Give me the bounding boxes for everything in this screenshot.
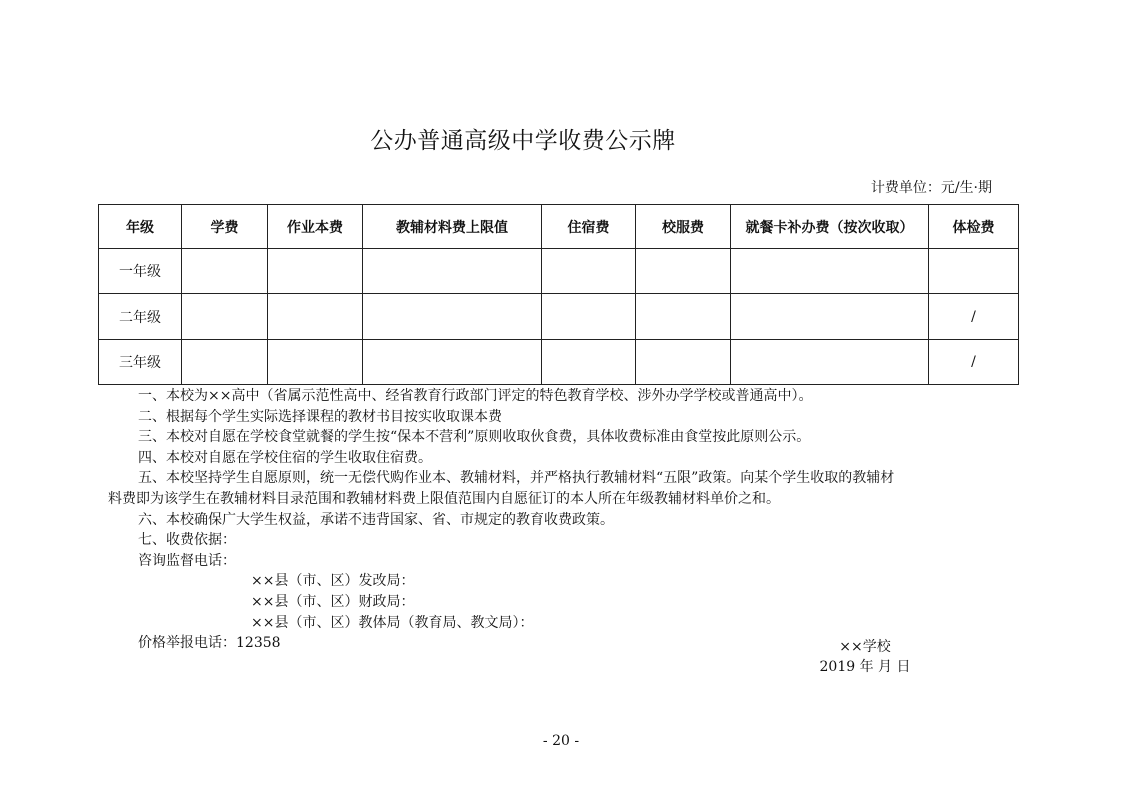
notes-section xyxy=(108,386,1028,654)
grade-cell: 三年级 xyxy=(99,339,182,384)
table-cell xyxy=(268,294,363,339)
note-item-5-line1: 五、本校坚持学生自愿原则，统一无偿代购作业本、教辅材料，并严格执行教辅材料“五限”政策。向某个学生收取的教辅材 xyxy=(138,470,895,487)
price-report-hotline: 价格举报电话：12358 xyxy=(138,635,281,652)
table-cell: / xyxy=(929,294,1019,339)
header-exercise-book-fee: 作业本费 xyxy=(268,205,363,249)
table-cell xyxy=(268,339,363,384)
consult-phone-label: 咨询监督电话： xyxy=(138,552,236,569)
table-cell xyxy=(636,339,731,384)
table-cell xyxy=(731,249,929,294)
page-title: 公办普通高级中学收费公示牌 xyxy=(370,128,676,154)
table-cell xyxy=(363,339,542,384)
table-cell xyxy=(731,339,929,384)
grade-cell: 一年级 xyxy=(99,249,182,294)
signature-date: 2019 年 月 日 xyxy=(819,659,911,675)
note-item-4: 四、本校对自愿在学校住宿的学生收取住宿费。 xyxy=(138,449,432,466)
grade-cell: 二年级 xyxy=(99,294,182,339)
note-item-6: 六、本校确保广大学生权益，承诺不违背国家、省、市规定的教育收费政策。 xyxy=(138,511,614,528)
table-row xyxy=(99,339,1019,384)
table-cell xyxy=(542,339,636,384)
table-cell xyxy=(636,294,731,339)
page-number: - 20 - xyxy=(542,733,580,749)
table-cell xyxy=(182,249,268,294)
consult-phone-finance-bureau: ××县（市、区）财政局： xyxy=(251,593,415,610)
header-accommodation-fee: 住宿费 xyxy=(542,205,636,249)
header-uniform-fee: 校服费 xyxy=(636,205,731,249)
note-item-2: 二、根据每个学生实际选择课程的教材书目按实收取课本费 xyxy=(138,408,502,425)
table-cell: / xyxy=(929,339,1019,384)
table-row xyxy=(99,249,1019,294)
header-tuition: 学费 xyxy=(182,205,268,249)
consult-phone-education-bureau: ××县（市、区）教体局（教育局、教文局）： xyxy=(251,614,534,631)
table-cell xyxy=(182,294,268,339)
note-item-5-line2: 料费即为该学生在教辅材料目录范围和教辅材料费上限值范围内自愿征订的本人所在年级教辅材料单价之和。 xyxy=(108,490,780,507)
table-cell xyxy=(929,249,1019,294)
table-header-row xyxy=(99,205,1019,249)
note-item-1: 一、本校为××高中（省属示范性高中、经省教育行政部门评定的特色教育学校、涉外办学学校或普通高中）。 xyxy=(138,388,813,404)
header-medical-exam-fee: 体检费 xyxy=(929,205,1019,249)
school-signature: ××学校 xyxy=(839,639,891,655)
fee-table xyxy=(98,204,1019,385)
header-supplementary-material-cap: 教辅材料费上限值 xyxy=(363,205,542,249)
table-row xyxy=(99,294,1019,339)
header-grade: 年级 xyxy=(99,205,182,249)
table-cell xyxy=(731,294,929,339)
table-cell xyxy=(268,249,363,294)
header-meal-card-reissue-fee: 就餐卡补办费（按次收取） xyxy=(731,205,929,249)
table-cell xyxy=(542,294,636,339)
table-cell xyxy=(363,294,542,339)
table-cell xyxy=(542,249,636,294)
table-cell xyxy=(636,249,731,294)
fee-unit-note: 计费单位：元/生·期 xyxy=(870,180,992,196)
table-cell xyxy=(363,249,542,294)
consult-phone-development-bureau: ××县（市、区）发改局： xyxy=(251,573,415,590)
note-item-3: 三、本校对自愿在学校食堂就餐的学生按“保本不营利”原则收取伙食费，具体收费标准由食堂按此原则公示。 xyxy=(138,429,811,446)
note-item-7: 七、收费依据： xyxy=(138,532,236,549)
table-cell xyxy=(182,339,268,384)
